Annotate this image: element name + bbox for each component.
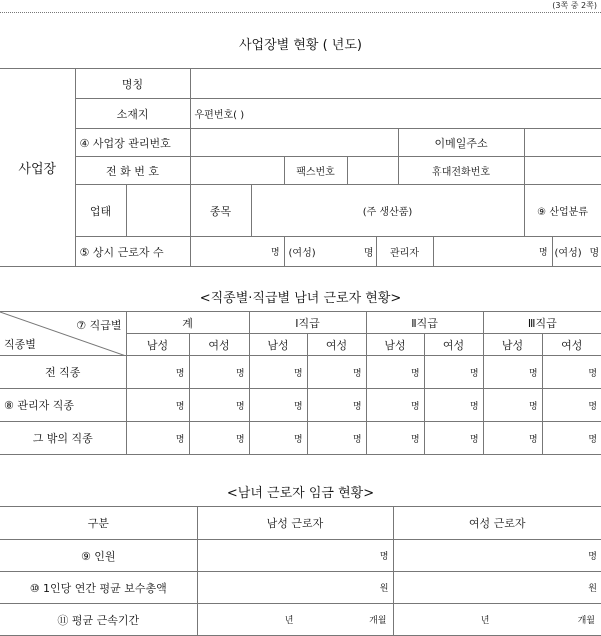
- count-cell[interactable]: 명: [483, 422, 542, 455]
- job-section-title: <직종별·직급별 남녀 근로자 현황>: [199, 291, 402, 306]
- job-grade-table: [0, 311, 601, 455]
- workers-female-field[interactable]: [284, 237, 376, 267]
- male-header: 남성: [483, 334, 542, 356]
- female-header: 여성: [307, 334, 366, 356]
- count-cell[interactable]: 명: [189, 389, 249, 422]
- male-tenure-month-unit: 개월: [369, 616, 387, 626]
- male-tenure-field[interactable]: [197, 604, 393, 636]
- count-cell[interactable]: 명: [249, 422, 307, 455]
- male-tenure-year-unit: 년: [284, 616, 294, 626]
- row-headcount: ⑨ 인원: [0, 540, 197, 572]
- address-label: 소재지: [75, 99, 190, 129]
- row-all-jobs: 전 직종: [0, 356, 126, 389]
- name-label: 명칭: [75, 69, 190, 99]
- count-cell[interactable]: 명: [424, 356, 483, 389]
- female-header: 여성: [424, 334, 483, 356]
- count-cell[interactable]: 명: [542, 422, 601, 455]
- page-number: (3쪽 중 2쪽): [552, 1, 597, 10]
- workplace-section-title: 사업장별 현황 ( 년도): [238, 38, 362, 53]
- count-cell[interactable]: 명: [249, 356, 307, 389]
- header-category: 구분: [0, 507, 197, 540]
- header-male-workers: 남성 근로자: [197, 507, 393, 540]
- female-tenure-year-unit: 년: [480, 616, 490, 626]
- female-avg-pay-field[interactable]: 원: [393, 572, 601, 604]
- count-cell[interactable]: 명: [542, 389, 601, 422]
- count-cell[interactable]: 명: [483, 389, 542, 422]
- mobile-label: 휴대전화번호: [398, 157, 524, 185]
- female-header: 여성: [189, 334, 249, 356]
- count-cell[interactable]: 명: [189, 356, 249, 389]
- count-cell[interactable]: 명: [189, 422, 249, 455]
- male-header: 남성: [126, 334, 189, 356]
- main-product-field[interactable]: [251, 185, 524, 237]
- female-header: 여성: [542, 334, 601, 356]
- email-label: 이메일주소: [398, 129, 524, 157]
- count-cell[interactable]: 명: [483, 356, 542, 389]
- count-cell[interactable]: 명: [307, 422, 366, 455]
- address-field[interactable]: [190, 99, 601, 129]
- fax-field[interactable]: [347, 157, 398, 185]
- count-cell[interactable]: 명: [307, 389, 366, 422]
- count-cell[interactable]: 명: [126, 389, 189, 422]
- male-header: 남성: [249, 334, 307, 356]
- manager-female-label: (여성): [554, 248, 582, 259]
- row-manager-jobs: ⑧ 관리자 직종: [0, 389, 126, 422]
- mobile-field[interactable]: [524, 157, 601, 185]
- count-cell[interactable]: 명: [366, 389, 424, 422]
- top-divider: [0, 12, 601, 13]
- workplace-label: 사업장: [0, 69, 75, 267]
- mgmt-number-label: ④ 사업장 관리번호: [75, 129, 190, 157]
- manager-label: 관리자: [376, 237, 433, 267]
- table-corner: [0, 312, 126, 356]
- name-field[interactable]: [190, 69, 601, 99]
- phone-label: 전 화 번 호: [75, 157, 190, 185]
- mgmt-number-field[interactable]: [190, 129, 398, 157]
- count-cell[interactable]: 명: [307, 356, 366, 389]
- female-tenure-month-unit: 개월: [577, 616, 595, 626]
- email-field[interactable]: [524, 129, 601, 157]
- female-unit: 명: [363, 248, 374, 259]
- count-cell[interactable]: 명: [126, 422, 189, 455]
- count-cell[interactable]: 명: [249, 389, 307, 422]
- industry-class-label: ⑨ 산업분류: [524, 185, 601, 237]
- group-grade-2: Ⅱ직급: [366, 312, 483, 334]
- row-avg-tenure: ⑪ 평균 근속기간: [0, 604, 197, 636]
- group-total: 계: [126, 312, 249, 334]
- main-product-label: (주 생산품): [362, 207, 413, 218]
- grade-axis-label: ⑦ 직급별: [76, 319, 122, 332]
- workers-total-field[interactable]: 명: [190, 237, 284, 267]
- category-label: 종목: [190, 185, 251, 237]
- phone-field[interactable]: [190, 157, 284, 185]
- female-headcount-field[interactable]: 명: [393, 540, 601, 572]
- workplace-table: [0, 68, 601, 267]
- job-axis-label: 직종별: [4, 338, 36, 351]
- female-label: (여성): [288, 248, 316, 259]
- count-cell[interactable]: 명: [424, 422, 483, 455]
- male-headcount-field[interactable]: 명: [197, 540, 393, 572]
- count-cell[interactable]: 명: [366, 422, 424, 455]
- male-header: 남성: [366, 334, 424, 356]
- business-type-label: 업태: [75, 185, 126, 237]
- female-tenure-field[interactable]: [393, 604, 601, 636]
- row-avg-pay: ⑩ 1인당 연간 평균 보수총액: [0, 572, 197, 604]
- wage-table: [0, 506, 601, 636]
- row-other-jobs: 그 밖의 직종: [0, 422, 126, 455]
- wage-section-title: <남녀 근로자 임금 현황>: [226, 486, 375, 501]
- manager-female-field[interactable]: [552, 237, 601, 267]
- header-female-workers: 여성 근로자: [393, 507, 601, 540]
- regular-workers-label: ⑤ 상시 근로자 수: [75, 237, 190, 267]
- manager-female-unit: 명: [589, 248, 600, 259]
- group-grade-3: Ⅲ직급: [483, 312, 601, 334]
- fax-label: 팩스번호: [284, 157, 347, 185]
- business-type-field[interactable]: [126, 185, 190, 237]
- male-avg-pay-field[interactable]: 원: [197, 572, 393, 604]
- manager-count-field[interactable]: 명: [433, 237, 552, 267]
- group-grade-1: Ⅰ직급: [249, 312, 366, 334]
- postal-code-label: 우편번호( ): [194, 110, 245, 121]
- count-cell[interactable]: 명: [126, 356, 189, 389]
- count-cell[interactable]: 명: [542, 356, 601, 389]
- count-cell[interactable]: 명: [366, 356, 424, 389]
- count-cell[interactable]: 명: [424, 389, 483, 422]
